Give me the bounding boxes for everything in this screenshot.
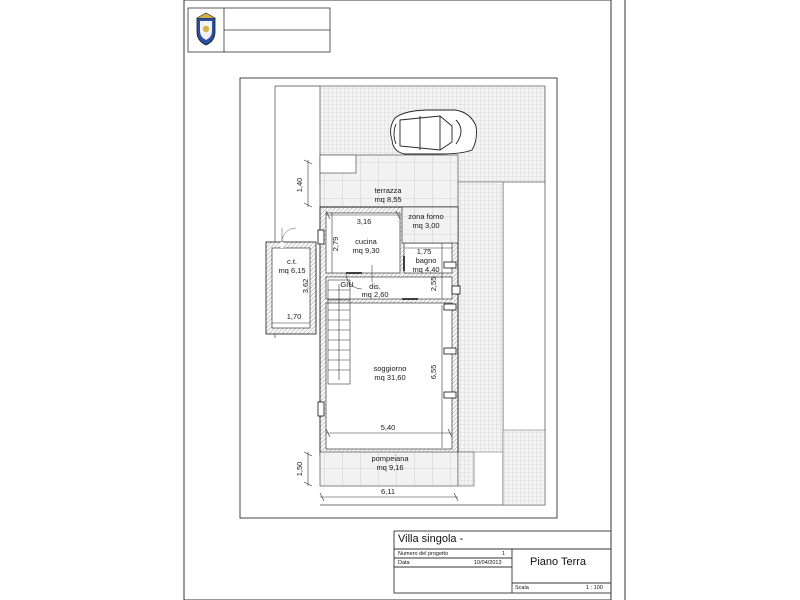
dim-total-width: 6,11 (380, 487, 396, 496)
scale-value: 1 : 100 (586, 585, 603, 591)
stair-direction-label: GIU (340, 280, 354, 289)
dim-kitchen-depth: 2,79 (331, 236, 340, 252)
room-area-bagno: mq 4,40 (412, 265, 440, 274)
room-area-pompeiana: mq 9,16 (376, 463, 404, 472)
room-name-zona-forno: zona forno (408, 212, 444, 221)
dim-kitchen-width: 3,16 (356, 217, 372, 226)
car-icon (391, 110, 477, 154)
project-number: 1 (502, 551, 506, 557)
house-walls (320, 207, 458, 455)
dim-bath-width: 1,75 (416, 247, 432, 256)
dim-bath-depth: 2,55 (429, 276, 438, 292)
room-name-ct: c.t. (286, 257, 298, 266)
room-area-zona-forno: mq 3,00 (412, 221, 440, 230)
dim-ct-width: 1,70 (286, 312, 302, 321)
dim-pergola-depth: 1,50 (295, 461, 304, 477)
room-name-terrazza: terrazza (374, 186, 402, 195)
room-area-cucina: mq 9,30 (352, 246, 380, 255)
side-paving (503, 430, 545, 505)
terrace-slab-edge (320, 155, 356, 173)
dim-terrace-depth: 1,40 (295, 177, 304, 193)
room-name-dis: dis. (369, 282, 381, 291)
project-title: Villa singola - (398, 533, 464, 545)
dim-living-width: 5,40 (380, 423, 396, 432)
room-area-dis: mq 2,60 (361, 290, 389, 299)
dim-living-depth: 6,55 (429, 364, 438, 380)
room-area-soggiorno: mq 31,60 (374, 373, 406, 382)
date-label: Data (398, 560, 410, 566)
east-paving (458, 182, 503, 452)
room-area-terrazza: mq 8,55 (374, 195, 402, 204)
drawing-title: Piano Terra (530, 556, 587, 568)
project-number-label: Numero del progetto (398, 551, 449, 557)
room-name-soggiorno: soggiorno (373, 364, 407, 373)
room-area-ct: mq 6,15 (278, 266, 306, 275)
room-name-pompeiana: pompeiana (371, 454, 409, 463)
scale-label: Scala (515, 585, 529, 591)
date-value: 10/04/2013 (474, 560, 502, 566)
room-name-cucina: cucina (355, 237, 377, 246)
logo-shield-icon (197, 13, 215, 45)
room-name-bagno: bagno (415, 256, 437, 265)
dim-ct-depth: 3,62 (301, 278, 310, 294)
